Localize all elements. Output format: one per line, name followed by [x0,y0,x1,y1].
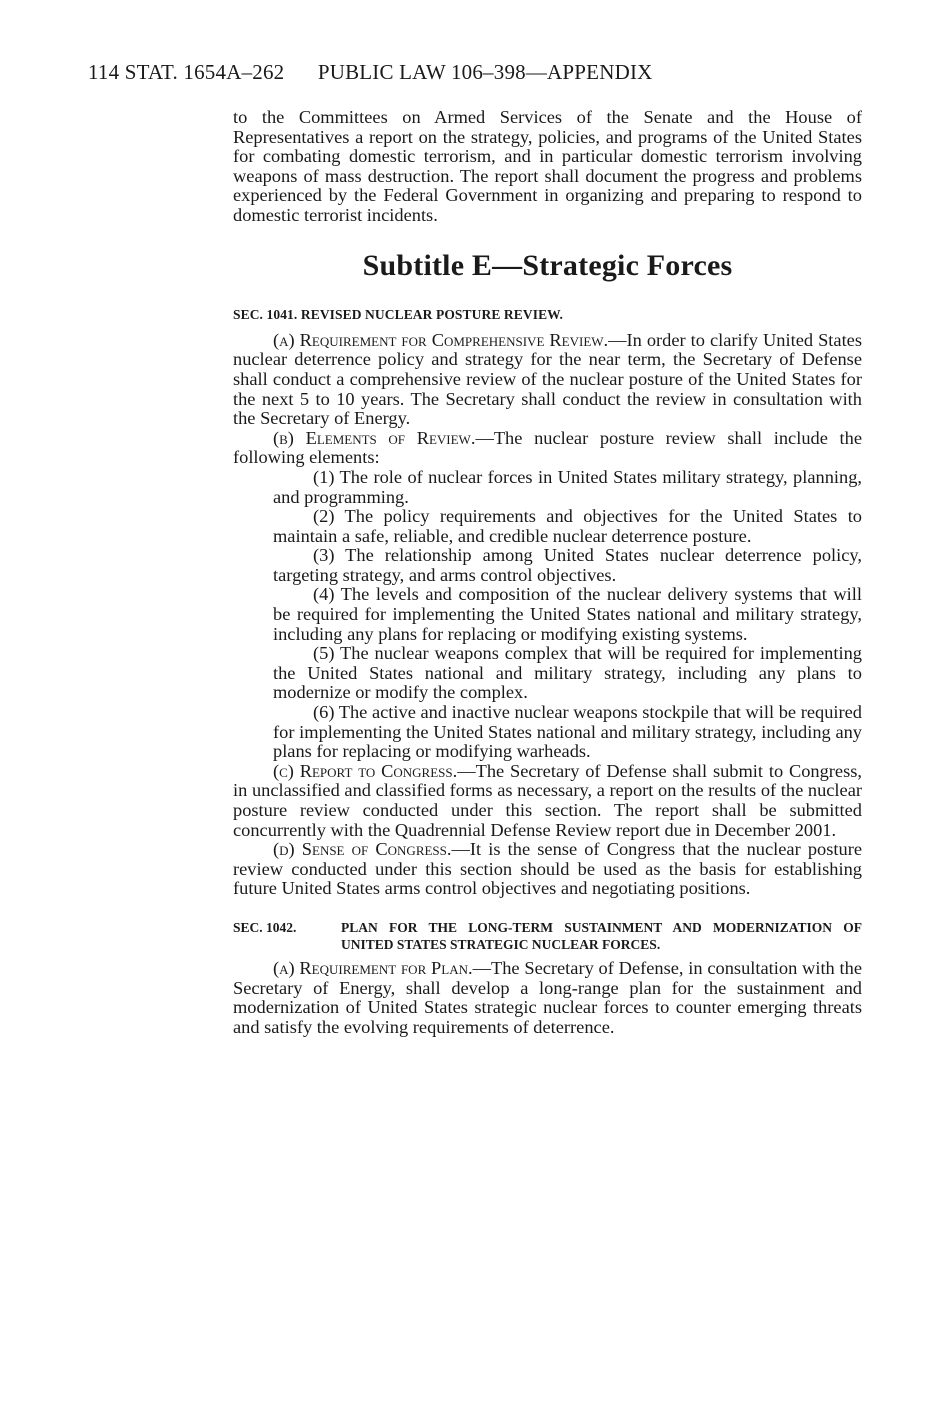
subsection-d-label: (d) Sense of Congress. [273,839,452,860]
section-1041-subsection-d [233,840,862,899]
page-reference: 114 STAT. 1654A–262 [88,60,285,84]
page-body [233,108,862,1037]
element-item-1: (1) The role of nuclear forces in United States military strategy, planning, and programming. [273,466,862,507]
element-item-6: (6) The active and inactive nuclear weapons stockpile that will be required for implementing the United States national and military strategy, including any plans for replacing or modifying warheads. [273,702,862,762]
running-head [88,60,653,85]
subsection-d-text: —It is the sense of Congress that the nuclear posture review conducted under this section should be used as the basis for establishing future United States arms control objectives and negotiating positions. [233,839,862,899]
section-1042-title: PLAN FOR THE LONG-TERM SUSTAINMENT AND MODERNIZATION OF UNITED STATES STRATEGIC NUCLEAR FORCES. [341,919,862,952]
section-1042-a-text: —The Secretary of Defense, in consultation with the Secretary of Energy, shall develop a long-range plan for the sustainment and modernization of United States strategic nuclear forces to counter emerging threats and satisfy the evolving requirements of deterrence. [233,957,863,1037]
section-1041-subsection-b [233,429,862,468]
section-1042-heading [233,919,862,953]
section-1041-subsection-c [233,762,862,840]
element-item-4: (4) The levels and composition of the nuclear delivery systems that will be required for implementing the United States national and military strategy, including any plans for replacing or modifying existing systems. [273,584,862,644]
section-1041-subsection-a [233,331,862,429]
subsection-c-text: —The Secretary of Defense shall submit to Congress, in unclassified and classified forms as necessary, a report on the results of the nuclear posture review conducted under this section. The report shall be submitted concurrently with the Quadrennial Defense Review report due in December 2001. [233,760,862,840]
subtitle-heading: Subtitle E—Strategic Forces [362,248,733,282]
subsection-b-text: —The nuclear posture review shall include the following elements: [233,427,862,468]
subsection-a-label: (a) Requirement for Comprehensive Review. [273,329,609,350]
subsection-b-label: (b) Elements of Review. [273,427,476,448]
intro-paragraph: to the Committees on Armed Services of the Senate and the House of Representatives a report on the strategy, policies, and programs of the United States for combating domestic terrorism, and in particular domestic terrorism involving weapons of mass destruction. The report shall document the progress and problems experienced by the Federal Government in organizing and preparing to respond to domestic terrorist incidents. [233,107,862,225]
section-1042-subsection-a [233,959,862,1037]
subsection-c-label: (c) Report to Congress. [273,760,458,781]
element-item-5: (5) The nuclear weapons complex that will be required for implementing the United States national and military strategy, including any plans to modernize or modify the complex. [273,643,862,703]
running-title: PUBLIC LAW 106–398—APPENDIX [317,60,653,84]
section-1041-heading: SEC. 1041. REVISED NUCLEAR POSTURE REVIEW. [233,307,564,323]
section-1042-a-label: (a) Requirement for Plan. [273,957,473,978]
subsection-a-text: —In order to clarify United States nuclear deterrence policy and strategy for the near term, the Secretary of Defense shall conduct a comprehensive review of the nuclear posture of the United States for the next 5 to 10 years. The Secretary shall conduct the review in consultation with the Secretary of Energy. [233,329,862,429]
section-1042-number: SEC. 1042. [233,919,297,935]
element-item-2: (2) The policy requirements and objectives for the United States to maintain a safe, reliable, and credible nuclear deterrence posture. [273,506,862,546]
element-item-3: (3) The relationship among United States nuclear deterrence policy, targeting strategy, and arms control objectives. [273,545,862,585]
